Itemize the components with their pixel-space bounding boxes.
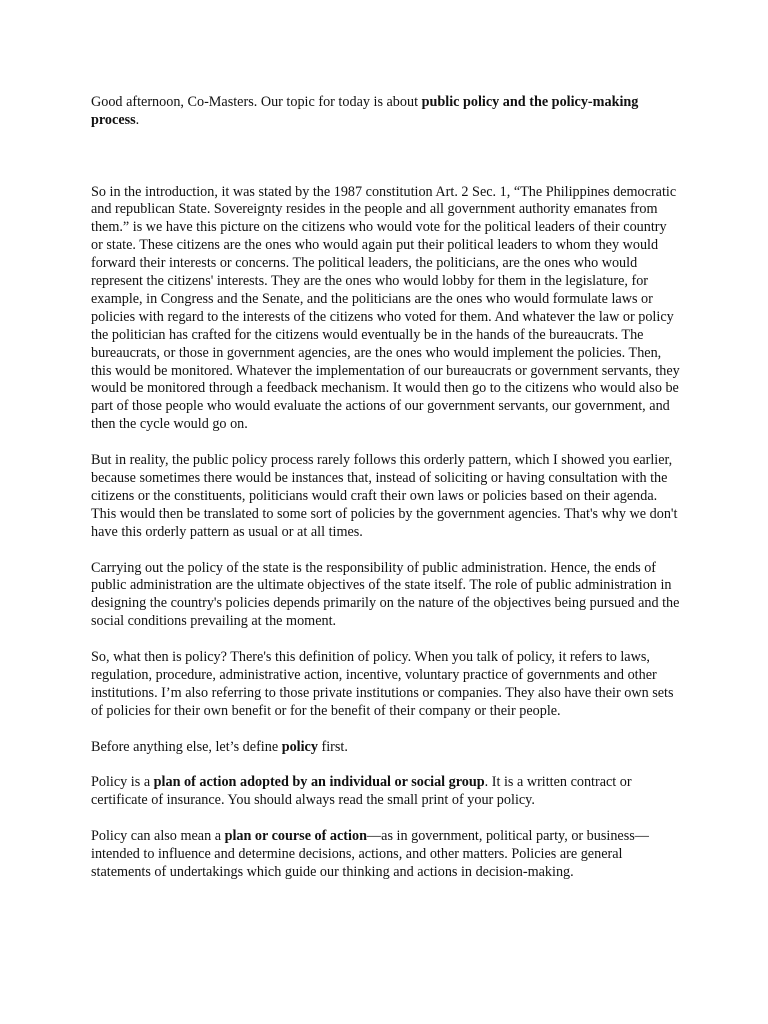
policy-plan-term: plan of action adopted by an individual or social group	[153, 774, 485, 791]
define-policy-term: policy	[281, 738, 318, 755]
define-policy-paragraph	[91, 739, 681, 757]
define-policy-end: first.	[317, 738, 348, 755]
policy-plan-end: . It is a written contract or certificate of insurance. You should always read the small print of your policy.	[91, 774, 632, 809]
greeting-text: Good afternoon, Co-Masters. Our topic for today is about	[91, 94, 422, 110]
policy-plan-text: Policy is a	[91, 774, 154, 791]
greeting-end: .	[135, 111, 140, 128]
policy-definition-paragraph: So, what then is policy? There's this definition of policy. When you talk of policy, it refers to laws, regulation, procedure, administrative action, incentive, voluntary practice of governments and other institutions. I’m also referring to those private institutions or companies. They also have their own sets of policies for their own benefit or for the benefit of their company or their people.	[91, 649, 674, 719]
policy-course-paragraph	[91, 828, 681, 882]
define-policy-text: Before anything else, let’s define	[91, 738, 282, 755]
policy-course-text: Policy can also mean a	[91, 828, 225, 845]
topic-title: public policy and the policy-making process	[91, 94, 639, 128]
policy-course-term: plan or course of action	[224, 828, 367, 845]
introduction-paragraph: So in the introduction, it was stated by the 1987 constitution Art. 2 Sec. 1, “The Philippines democratic and republican State. Sovereignty resides in the people and all government authority emanates from them.” is we have this picture on the citizens who would vote for the political leaders of their country or state. These citizens are the ones who would again put their political leaders to whom they would forward their interests or concerns. The political leaders, the politicians, are the ones who would represent the citizens' interests. They are the ones who would lobby for them in the legislature, for example, in Congress and the Senate, and the politicians are the ones who would formulate laws or policies with regard to the interests of the citizens who voted for them. And whatever the law or policy the politician has crafted for the citizens would eventually be in the hands of the bureaucrats. The bureaucrats, or those in government agencies, are the ones who would implement the policies. Then, this would be monitored. Whatever the implementation of our bureaucrats or government servants, they would be monitored through a feedback mechanism. It would then go to the citizens who would also be part of those people who would evaluate the actions of our government servants, our government, and then the cycle would go on.	[91, 183, 680, 433]
policy-plan-paragraph	[91, 774, 681, 810]
document-body	[91, 94, 681, 900]
greeting-paragraph	[91, 94, 681, 130]
reality-paragraph: But in reality, the public policy process rarely follows this orderly pattern, which I showed you earlier, because sometimes there would be instances that, instead of soliciting or having consultation with the citizens or the constituents, politicians would craft their own laws or policies based on their agenda. This would then be translated to some sort of policies by the government agencies. That's why we don't have this orderly pattern as usual or at all times.	[91, 452, 678, 540]
public-administration-paragraph: Carrying out the policy of the state is the responsibility of public administration. Hence, the ends of public administration are the ultimate objectives of the state itself. The role of public administration in designing the country's policies depends primarily on the nature of the objectives being pursued and the social conditions prevailing at the moment.	[91, 559, 680, 630]
policy-course-end: —as in government, political party, or business—intended to influence and determine decisions, actions, and other matters. Policies are general statements of undertakings which guide our thinking and actions in decision-making.	[91, 828, 649, 880]
